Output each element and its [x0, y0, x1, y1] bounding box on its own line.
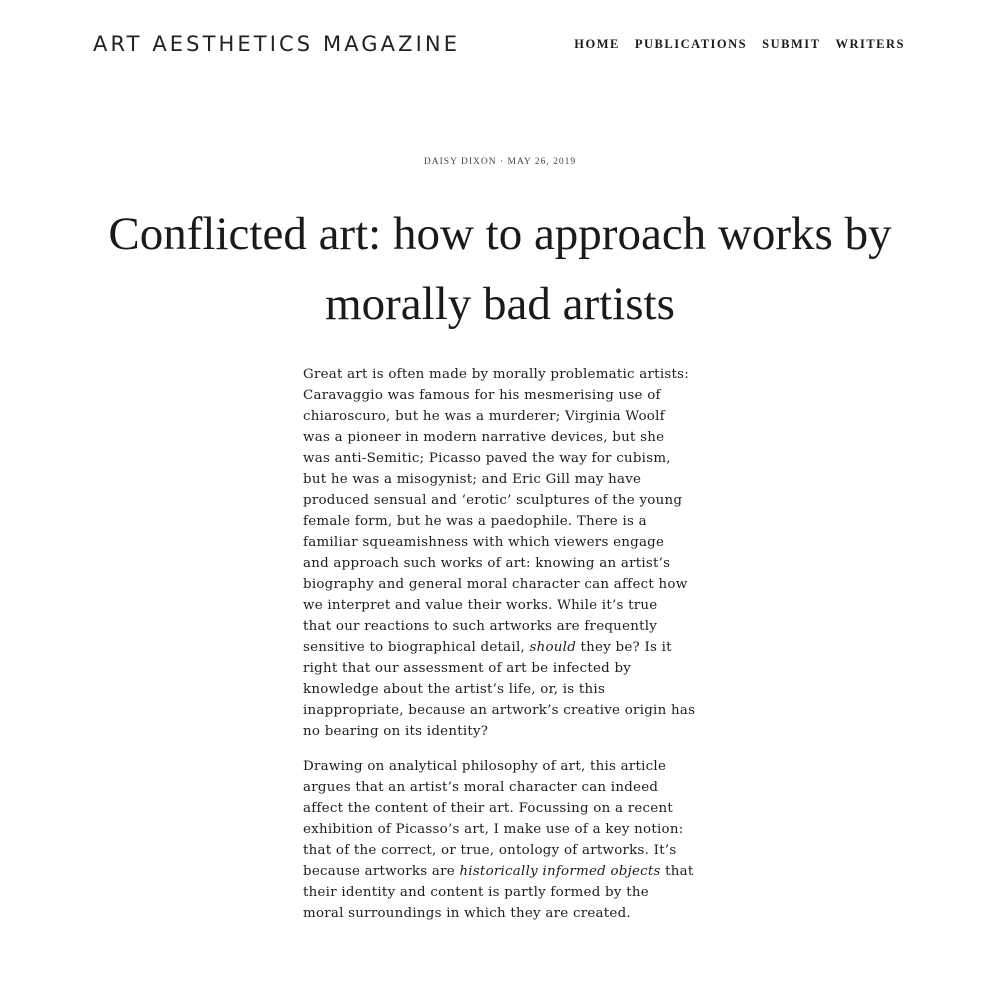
article-title	[95, 199, 905, 339]
body-text: they be? Is it	[576, 640, 672, 655]
byline-separator: ·	[499, 157, 505, 167]
body-line: was a pioneer in modern narrative devices, but she	[303, 430, 665, 445]
article-body	[303, 364, 703, 938]
body-line: Caravaggio was famous for his mesmerising use of	[303, 388, 661, 403]
body-line: chiaroscuro, but he was a murderer; Virginia Woolf	[303, 409, 665, 424]
body-line: moral surroundings in which they are created.	[303, 906, 631, 921]
body-line: argues that an artist’s moral character can indeed	[303, 780, 659, 795]
article-title-line: morally bad artists	[325, 278, 675, 330]
body-text: because artworks are	[303, 864, 460, 879]
nav-publications-link[interactable]: PUBLICATIONS	[634, 37, 748, 51]
body-line: familiar squeamishness with which viewers engage	[303, 535, 665, 550]
article-title-line: Conflicted art: how to approach works by	[108, 208, 892, 260]
article-byline	[0, 156, 1000, 168]
author-name[interactable]: DAISY DIXON	[423, 157, 497, 167]
body-line: produced sensual and ‘erotic’ sculptures of the young	[303, 493, 683, 508]
body-line: right that our assessment of art be infected by	[303, 661, 632, 676]
body-line: Great art is often made by morally problematic artists:	[303, 367, 689, 382]
body-line	[303, 861, 703, 882]
body-line: biography and general moral character can affect how	[303, 577, 688, 592]
body-line: knowledge about the artist’s life, or, is this	[303, 682, 606, 697]
body-text: that	[660, 864, 694, 879]
article-paragraph-1	[303, 364, 703, 742]
body-line: but he was a misogynist; and Eric Gill may have	[303, 472, 642, 487]
body-line: affect the content of their art. Focussing on a recent	[303, 801, 673, 816]
nav-home-link[interactable]: HOME	[574, 37, 620, 51]
article-paragraph-2	[303, 756, 703, 924]
body-line: was anti-Semitic; Picasso paved the way for cubism,	[303, 451, 671, 466]
emphasis-historically-informed: historically informed objects	[459, 864, 661, 879]
body-line: Drawing on analytical philosophy of art, this article	[303, 759, 667, 774]
body-line: their identity and content is partly formed by the	[303, 885, 649, 900]
body-line: exhibition of Picasso’s art, I make use of a key notion:	[303, 822, 684, 837]
body-line	[303, 637, 703, 658]
body-line: that of the correct, or true, ontology of artworks. It’s	[303, 843, 677, 858]
publish-date: MAY 26, 2019	[507, 157, 577, 167]
emphasis-should: should	[529, 640, 577, 655]
main-nav	[574, 36, 905, 52]
site-title[interactable]: ART AESTHETICS MAGAZINE	[93, 32, 461, 56]
nav-writers-link[interactable]: WRITERS	[835, 37, 905, 51]
body-line: no bearing on its identity?	[303, 724, 489, 739]
body-line: and approach such works of art: knowing an artist’s	[303, 556, 671, 571]
body-line: inappropriate, because an artwork’s creative origin has	[303, 703, 696, 718]
body-line: that our reactions to such artworks are frequently	[303, 619, 658, 634]
nav-submit-link[interactable]: SUBMIT	[762, 37, 821, 51]
body-text: sensitive to biographical detail,	[303, 640, 530, 655]
body-line: we interpret and value their works. While it’s true	[303, 598, 658, 613]
body-line: female form, but he was a paedophile. There is a	[303, 514, 647, 529]
